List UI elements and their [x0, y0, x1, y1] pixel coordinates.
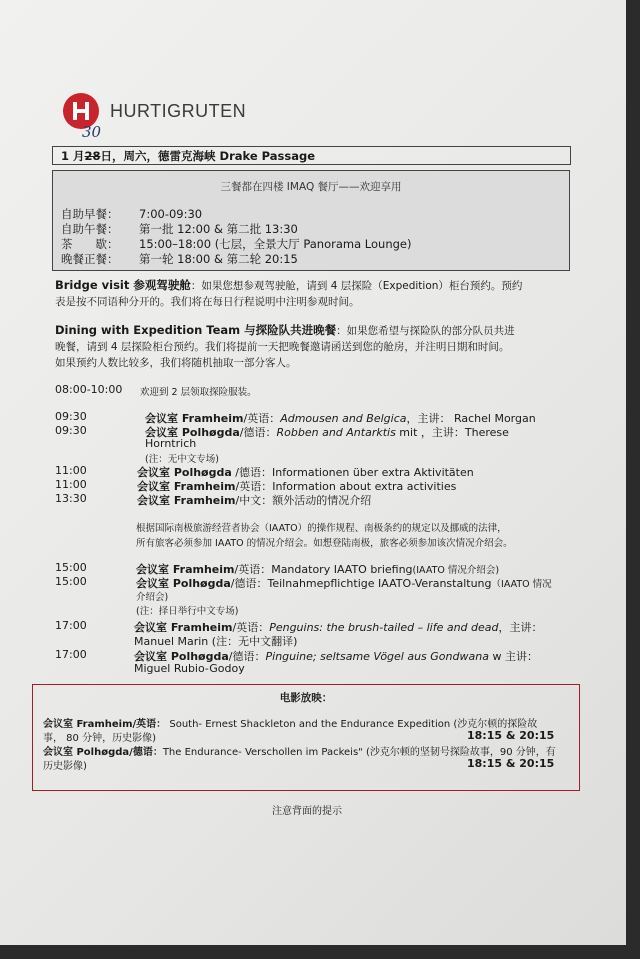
- schedule-entry: 会议室 Framheim/英语：Information about extra activities: [137, 480, 457, 493]
- schedule-note: (注：择日举行中文专场): [136, 606, 239, 617]
- iaato-line-1: 根据国际南极旅游经营者协会（IAATO）的操作规程、南极条约的规定以及挪威的法律，: [136, 523, 507, 534]
- meal-row-dinner: 晚餐正餐： 第一轮 18:00 & 第二轮 20:15: [61, 252, 298, 266]
- film-line: 会议室 Framheim/英语： South- Ernest Shackleton and the Endurance Expedition (沙克尔顿的探险故: [43, 719, 538, 730]
- schedule-entry: 会议室 Polhøgda/德语：Teilnahmepflichtige IAATO-Veranstaltung（IAATO 情况: [136, 577, 552, 590]
- schedule-time: 17:00: [55, 619, 87, 632]
- meal-row-lunch: 自助午餐： 第一批 12:00 & 第二批 13:30: [61, 222, 298, 236]
- schedule-continuation: Horntrich: [145, 437, 197, 450]
- schedule-time: 15:00: [55, 561, 87, 574]
- meal-heading: 三餐都在四楼 IMAQ 餐厅——欢迎享用: [220, 181, 402, 193]
- gear-text: 欢迎到 2 层领取探险服装。: [140, 387, 257, 398]
- schedule-entry: 会议室 Framheim/英语：Penguins: the brush-tailed – life and dead，主讲：: [134, 621, 543, 634]
- dining-paragraph: Dining with Expedition Team 与探险队共进晚餐：如果您希望与探险队的部分队员共进 晚餐，请到 4 层探险柜台预约。我们将提前一天把晚餐邀请函送到您的舱房，并注明日期和时间。 如果预约人数比较多，我们将随机抽取一部分客人。: [55, 323, 515, 369]
- film-title: 电影放映：: [279, 692, 333, 704]
- schedule-entry: 会议室 Polhøgda/德语：Robben and Antarktis mit ，主讲：Therese: [145, 426, 509, 439]
- schedule-time: 13:30: [55, 492, 87, 505]
- schedule-time: 15:00: [55, 575, 87, 588]
- meal-row-tea: 茶 歇： 15:00–18:00 (七层，全景大厅 Panorama Lounge): [61, 237, 412, 251]
- film-line: 历史影像): [43, 761, 87, 772]
- film-time: 18:15 & 20:15: [467, 729, 555, 742]
- logo-text: HURTIGRUTEN: [110, 101, 247, 121]
- bridge-visit-paragraph: Bridge visit 参观驾驶舱：如果您想参观驾驶舱，请到 4 层探险（Expedition）柜台预约。预约 表是按不同语种分开的。我们将在每日行程说明中注明参观时间。: [55, 278, 523, 308]
- handwritten-date: 30: [82, 123, 102, 141]
- meal-row-breakfast: 自助早餐： 7:00-09:30: [61, 207, 203, 221]
- schedule-continuation: Manuel Marin (注：无中文翻译): [134, 635, 298, 648]
- film-line: 会议室 Polhøgda/德语：The Endurance- Verschollen im Packeis" (沙克尔顿的坚韧号探险故事，90 分钟，有: [43, 747, 556, 758]
- schedule-entry: 会议室 Polhøgda /德语：Informationen über extra Aktivitäten: [137, 466, 474, 479]
- date-bar: [52, 146, 571, 165]
- dining-title: Dining with Expedition Team 与探险队共进晚餐: [55, 323, 337, 337]
- schedule-time: 09:30: [55, 410, 87, 423]
- iaato-line-2: 所有旅客必须参加 IAATO 的情况介绍会。如想登陆南极，旅客必须参加该次情况介绍会。: [136, 538, 513, 549]
- schedule-time: 11:00: [55, 464, 87, 477]
- schedule-continuation: 介绍会): [136, 592, 169, 603]
- schedule-entry: 会议室 Polhøgda/德语：Pinguine; seltsame Vögel aus Gondwana w 主讲：: [134, 650, 538, 663]
- date-line: 1 月28日，周六，德雷克海峡 Drake Passage: [61, 149, 316, 163]
- struck-date: 28: [84, 149, 101, 163]
- meal-times-box: [52, 170, 570, 271]
- bridge-visit-title: Bridge visit 参观驾驶舱: [55, 278, 191, 292]
- footer-note: 注意背面的提示: [272, 806, 342, 817]
- schedule-time: 11:00: [55, 478, 87, 491]
- schedule-entry: 会议室 Framheim/中文：额外活动的情况介绍: [137, 494, 372, 507]
- schedule-entry: 会议室 Framheim/英语：Admousen and Belgica，主讲： Rachel Morgan: [145, 412, 536, 425]
- schedule-time: 09:30: [55, 424, 87, 437]
- film-line: 事， 80 分钟，历史影像): [43, 733, 156, 744]
- schedule-continuation: Miguel Rubio-Godoy: [134, 662, 245, 675]
- schedule-time: 17:00: [55, 648, 87, 661]
- schedule-note: (注：无中文专场): [145, 454, 219, 465]
- gear-time: 08:00-10:00: [55, 383, 123, 396]
- schedule-entry: 会议室 Framheim/英语：Mandatory IAATO briefing(IAATO 情况介绍会): [136, 563, 500, 576]
- film-time: 18:15 & 20:15: [467, 757, 555, 770]
- film-screening-box: [32, 684, 580, 791]
